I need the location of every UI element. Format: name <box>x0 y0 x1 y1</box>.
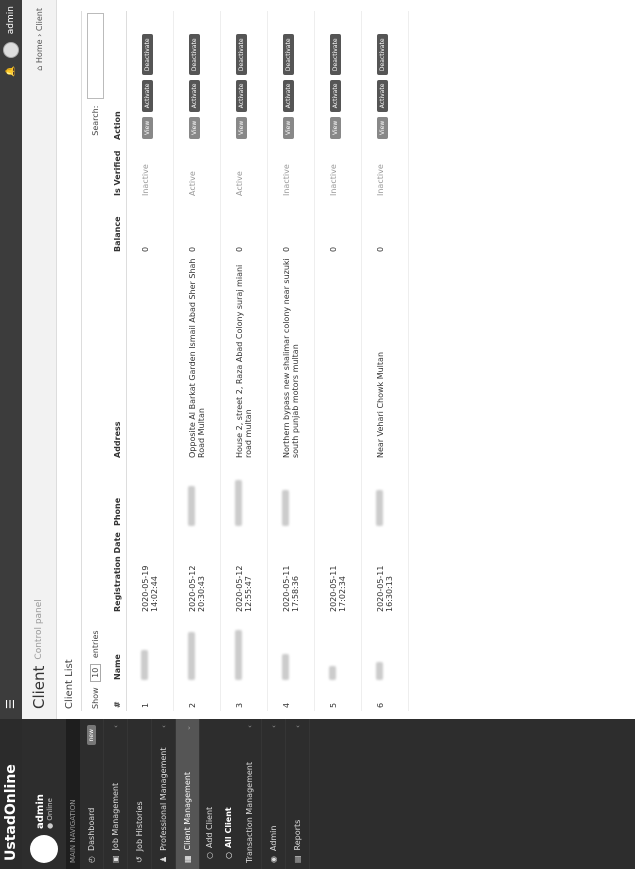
cell-action <box>362 11 409 143</box>
home-icon: ⌂ <box>34 65 44 71</box>
profile-name: admin <box>34 794 46 829</box>
cell-num: 2 <box>174 683 221 711</box>
entries-select[interactable]: 10 <box>90 664 101 682</box>
view-button[interactable]: View <box>377 117 388 139</box>
cell-date: 2020-05-11 16:30:13 <box>362 529 409 615</box>
topbar-username[interactable]: admin <box>6 6 16 35</box>
search-label: Search: <box>91 105 100 136</box>
cell-address <box>315 255 362 461</box>
cell-num: 1 <box>127 683 174 711</box>
menu-toggle-icon[interactable]: ☰ <box>4 699 17 709</box>
table-row <box>315 11 362 711</box>
cell-address: House 2, street 2, Raza Abad Colony suraj miani road multan <box>221 255 268 461</box>
activate-button[interactable]: Activate <box>236 80 247 113</box>
redacted-name <box>282 654 289 680</box>
view-button[interactable]: View <box>330 117 341 139</box>
sidebar-item-transaction-management[interactable] <box>238 719 262 869</box>
briefcase-icon: ▣ <box>111 855 120 863</box>
redacted-phone <box>376 490 383 526</box>
history-icon: ↺ <box>135 856 144 863</box>
top-bar <box>0 0 22 869</box>
cell-action <box>221 11 268 143</box>
cell-verified: Active <box>221 143 268 199</box>
view-button[interactable]: View <box>236 117 247 139</box>
cell-date: 2020-05-12 12:55:47 <box>221 529 268 615</box>
cell-name <box>268 615 315 683</box>
activate-button[interactable]: Activate <box>377 80 388 113</box>
redacted-phone <box>235 480 242 526</box>
cell-num: 4 <box>268 683 315 711</box>
table-row <box>221 11 268 711</box>
sidebar-item-label: Reports <box>293 819 302 851</box>
sidebar-item-label: Job Management <box>111 782 120 851</box>
report-icon: ▤ <box>293 855 302 863</box>
col-num[interactable]: # <box>109 683 127 711</box>
cell-phone <box>268 461 315 529</box>
avatar <box>30 835 58 863</box>
table-header-row <box>109 11 127 711</box>
cell-name <box>221 615 268 683</box>
sidebar-item-job-management[interactable] <box>104 719 128 869</box>
chevron-down-icon: ⌄ <box>183 725 192 731</box>
chevron-left-icon: ‹ <box>111 725 120 728</box>
client-table <box>109 11 409 711</box>
sidebar-item-label: Dashboard <box>87 807 96 852</box>
admin-icon: ◉ <box>269 856 278 863</box>
cell-name <box>127 615 174 683</box>
sidebar-item-label: Job Histories <box>135 801 144 852</box>
chevron-left-icon: ‹ <box>293 725 302 728</box>
table-row <box>127 11 174 711</box>
deactivate-button[interactable]: Deactivate <box>330 34 341 75</box>
cell-date: 2020-05-19 14:02:44 <box>127 529 174 615</box>
cell-phone <box>174 461 221 529</box>
sidebar-subitem-all-client[interactable] <box>219 719 238 869</box>
deactivate-button[interactable]: Deactivate <box>142 34 153 75</box>
view-button[interactable]: View <box>142 117 153 139</box>
sidebar-item-client-management[interactable] <box>176 719 200 869</box>
chevron-left-icon: ‹ <box>159 725 168 728</box>
new-badge: new <box>87 725 96 745</box>
col-action[interactable]: Action <box>109 11 127 143</box>
page-length <box>90 630 101 709</box>
cell-verified: Active <box>174 143 221 199</box>
deactivate-button[interactable]: Deactivate <box>236 34 247 75</box>
cell-phone <box>127 461 174 529</box>
cell-action <box>268 11 315 143</box>
activate-button[interactable]: Activate <box>330 80 341 113</box>
redacted-phone <box>188 486 195 526</box>
cell-address: Near Vehari Chowk Multan <box>362 255 409 461</box>
cell-balance: 0 <box>174 199 221 255</box>
topbar-user[interactable] <box>3 6 19 77</box>
show-label: Show <box>91 687 100 709</box>
nav-section-label: MAIN NAVIGATION <box>66 719 80 869</box>
table-row <box>268 11 315 711</box>
breadcrumb-current: Client <box>34 8 44 32</box>
cell-num: 5 <box>315 683 362 711</box>
sidebar-item-label: All Client <box>224 807 233 849</box>
sidebar-item-label: Client Management <box>183 772 192 851</box>
view-button[interactable]: View <box>283 117 294 139</box>
cell-verified: Inactive <box>315 143 362 199</box>
circle-icon: ○ <box>205 852 214 859</box>
page-title: Client <box>30 665 48 709</box>
table-controls <box>87 13 104 709</box>
sidebar-item-label: Professional Management <box>159 747 168 851</box>
chevron-left-icon: ‹ <box>245 725 254 728</box>
cell-action <box>174 11 221 143</box>
activate-button[interactable]: Activate <box>142 80 153 113</box>
search-input[interactable] <box>87 13 104 99</box>
breadcrumb: ⌂ Home › Client <box>34 8 44 71</box>
col-phone[interactable]: Phone <box>109 461 127 529</box>
search-area <box>87 13 104 136</box>
redacted-name <box>188 632 195 680</box>
activate-button[interactable]: Activate <box>283 80 294 113</box>
redacted-name <box>376 662 383 680</box>
sidebar-item-label: Transaction Management <box>245 761 254 863</box>
cell-phone <box>315 461 362 529</box>
main-content <box>22 0 635 719</box>
cell-action <box>315 11 362 143</box>
cell-date: 2020-05-12 20:30:43 <box>174 529 221 615</box>
chevron-left-icon: ‹ <box>269 725 278 728</box>
cell-balance: 0 <box>268 199 315 255</box>
dashboard-icon: ◴ <box>87 856 96 863</box>
bell-icon[interactable]: 🔔 <box>6 66 16 78</box>
cell-address: Opposite Al Barkat Garden Ismail Abad Sher Shah Road Multan <box>174 255 221 461</box>
cell-action <box>127 11 174 143</box>
sidebar-item-dashboard[interactable] <box>80 719 104 869</box>
cell-name <box>362 615 409 683</box>
cell-phone <box>362 461 409 529</box>
redacted-name <box>329 666 336 680</box>
cell-verified: Inactive <box>127 143 174 199</box>
deactivate-button[interactable]: Deactivate <box>189 34 200 75</box>
redacted-name <box>235 630 242 680</box>
sidebar-item-job-histories[interactable] <box>128 719 152 869</box>
cell-num: 3 <box>221 683 268 711</box>
col-address[interactable]: Address <box>109 255 127 461</box>
table-row <box>362 11 409 711</box>
sidebar <box>22 719 635 869</box>
cell-date: 2020-05-11 17:02:34 <box>315 529 362 615</box>
col-is-verified[interactable]: Is Verified <box>109 143 127 199</box>
cell-balance: 0 <box>315 199 362 255</box>
cell-verified: Inactive <box>268 143 315 199</box>
cell-verified: Inactive <box>362 143 409 199</box>
box-title: Client List <box>62 11 82 711</box>
table-row <box>174 11 221 711</box>
col-registration-date[interactable]: Registration Date <box>109 529 127 615</box>
users-icon: ♟ <box>159 855 168 863</box>
breadcrumb-home[interactable]: Home <box>34 39 44 64</box>
sidebar-subitem-add-client[interactable] <box>200 719 219 869</box>
table-icon: ▦ <box>183 855 192 863</box>
redacted-name <box>141 650 148 680</box>
user-avatar-icon[interactable] <box>3 42 19 58</box>
cell-address <box>127 255 174 461</box>
cell-name <box>174 615 221 683</box>
sidebar-profile <box>22 719 66 869</box>
cell-balance: 0 <box>221 199 268 255</box>
cell-num: 6 <box>362 683 409 711</box>
cell-name <box>315 615 362 683</box>
sidebar-item-professional-management[interactable] <box>152 719 176 869</box>
deactivate-button[interactable]: Deactivate <box>377 34 388 75</box>
cell-phone <box>221 461 268 529</box>
cell-balance: 0 <box>127 199 174 255</box>
brand-logo[interactable]: UstadOnline <box>0 719 22 869</box>
cell-address: Northern bypass new shalimar colony near suzuki south punjab motors multan <box>268 255 315 461</box>
sidebar-item-label: Add Client <box>205 806 214 849</box>
deactivate-button[interactable]: Deactivate <box>283 34 294 75</box>
activate-button[interactable]: Activate <box>189 80 200 113</box>
profile-status: ● Online <box>45 798 54 829</box>
circle-icon: ○ <box>224 852 233 859</box>
view-button[interactable]: View <box>189 117 200 139</box>
sidebar-item-admin[interactable] <box>262 719 286 869</box>
entries-label: entries <box>91 630 100 659</box>
sidebar-item-reports[interactable] <box>286 719 310 869</box>
cell-balance: 0 <box>362 199 409 255</box>
client-list-box <box>62 11 409 711</box>
sidebar-item-label: Admin <box>269 825 278 852</box>
page-header <box>22 0 57 719</box>
col-balance[interactable]: Balance <box>109 199 127 255</box>
col-name[interactable]: Name <box>109 615 127 683</box>
page-subtitle: Control panel <box>34 599 44 660</box>
redacted-phone <box>282 490 289 526</box>
cell-date: 2020-05-11 17:58:36 <box>268 529 315 615</box>
